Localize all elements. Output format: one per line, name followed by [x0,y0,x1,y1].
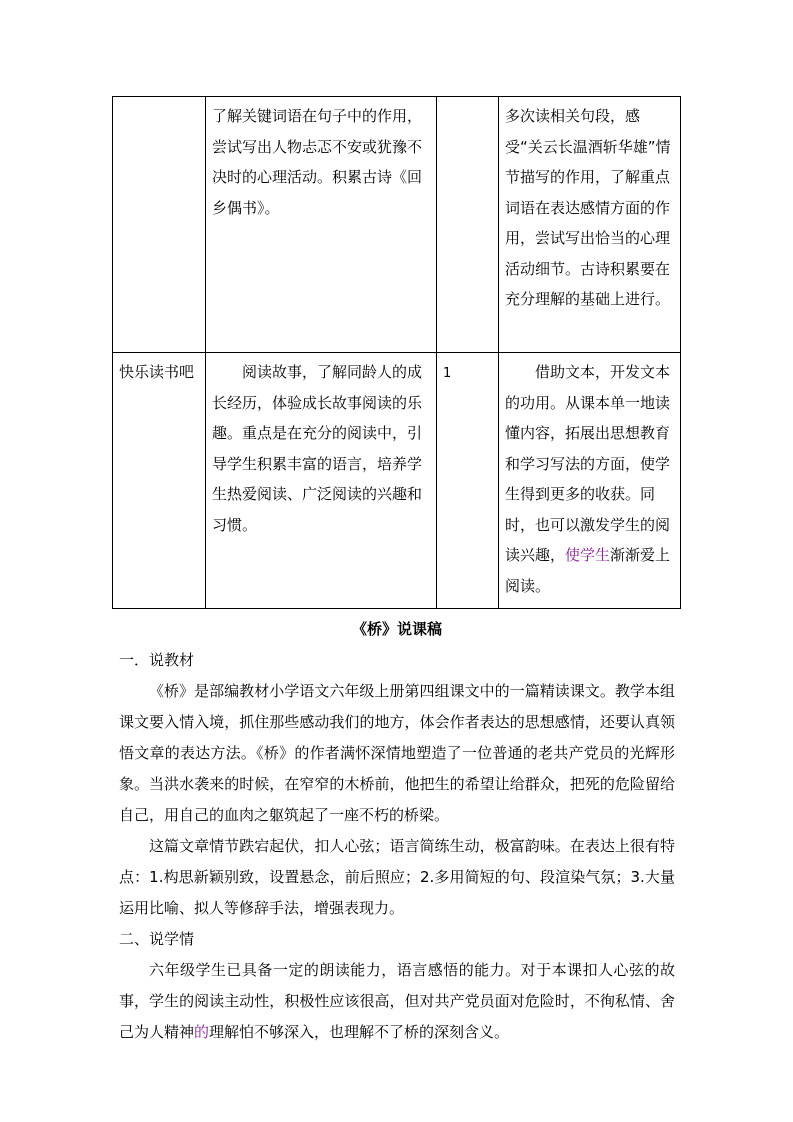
highlighted-text: 使学生 [565,546,611,564]
doc-title: 《桥》说课稿 [351,620,442,638]
paragraph: 《桥》是部编教材小学语文六年级上册第四组课文中的一篇精读课文。教学本组课文要入情入境，抓住那些感动我们的地方，体会作者表达的思想感情，还要认真领悟文章的表达方法。《桥》的作者满怀深情地塑造了一位普通的老共产党员的光辉形象。当洪水袭来的时候，在窄窄的木桥前，他把生的希望让给群众，把死的危险留给自己，用自己的血肉之躯筑起了一座不朽的桥梁。 [119,682,675,824]
lecture-draft [119,614,675,1048]
hours-text: 1 [443,366,452,381]
table-row [113,353,681,609]
lesson-table [112,96,681,609]
highlighted-text: 的 [194,1023,210,1041]
table-cell-suggestion [499,353,681,609]
table-row [113,97,681,353]
goal-text: 了解关键词语在句子中的作用，尝试写出人物忐忑不安或犹豫不决时的心理活动。积累古诗《回乡偶书》。 [212,107,423,217]
table-cell-topic [113,353,206,609]
table-cell-topic [113,97,206,353]
suggestion-text: 多次读相关句段，感受“关云长温酒斩华雄”情节描写的作用，了解重点词语在表达感情方面的作用，尝试写出恰当的心理活动细节。古诗积累要在充分理解的基础上进行。 [505,107,671,308]
section-heading: 二、说学情 [119,930,195,948]
table-cell-goal [206,97,437,353]
table-cell-hours [437,353,499,609]
suggestion-text: 借助文本，开发文本的功用。从课本单一地读懂内容，拓展出思想教育和学习写法的方面，使学生得到更多的收获。同时，也可以激发学生的阅读兴趣，使学生渐渐爱上阅读。 [505,363,671,595]
table-cell-hours [437,97,499,353]
paragraph: 六年级学生已具备一定的朗读能力，语言感悟的能力。对于本课扣人心弦的故事，学生的阅读主动性，积极性应该很高，但对共产党员面对危险时，不徇私情、舍己为人精神的理解怕不够深入，也理解不了桥的深刻含义。 [119,961,675,1041]
table-cell-suggestion [499,97,681,353]
paragraph: 这篇文章情节跌宕起伏，扣人心弦；语言简练生动，极富韵味。在表达上很有特点：1.构思新颖别致，设置悬念，前后照应；2.多用简短的句、段渲染气氛；3.大量运用比喻、拟人等修辞手法，增强表现力。 [119,837,675,917]
section-heading: 一．说教材 [119,651,195,669]
topic-text: 快乐读书吧 [119,363,195,381]
table-cell-goal [206,353,437,609]
goal-text: 阅读故事，了解同龄人的成长经历，体验成长故事阅读的乐趣。重点是在充分的阅读中，引导学生积累丰富的语言，培养学生热爱阅读、广泛阅读的兴趣和习惯。 [212,363,423,534]
